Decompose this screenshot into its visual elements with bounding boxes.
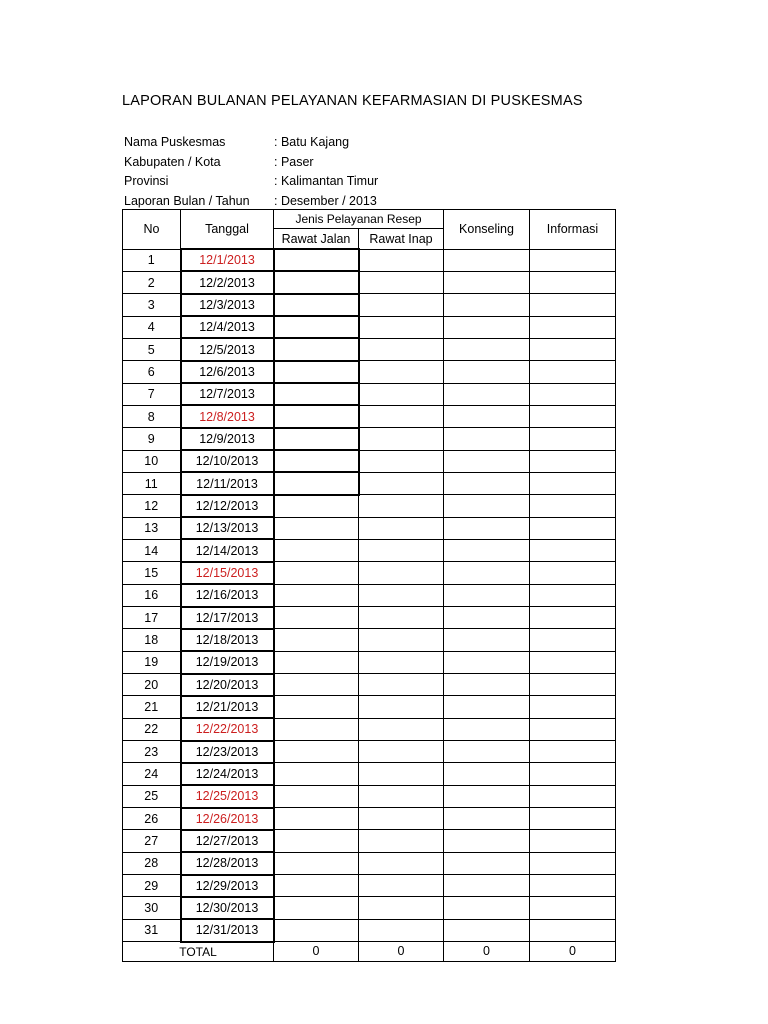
row-rawat-jalan[interactable] (274, 607, 359, 629)
row-date: 12/2/2013 (181, 271, 274, 293)
row-informasi[interactable] (530, 361, 616, 383)
row-no: 20 (123, 674, 181, 696)
row-date: 12/8/2013 (181, 405, 274, 427)
table-row (123, 718, 616, 740)
row-rawat-inap[interactable] (359, 741, 444, 763)
row-no: 5 (123, 338, 181, 360)
row-rawat-jalan[interactable] (274, 294, 359, 316)
total-rawat-inap: 0 (359, 942, 444, 962)
row-konseling[interactable] (444, 517, 530, 539)
row-rawat-jalan[interactable] (274, 316, 359, 338)
row-date: 12/29/2013 (181, 875, 274, 897)
row-date: 12/17/2013 (181, 607, 274, 629)
table-row (123, 450, 616, 472)
row-rawat-inap[interactable] (359, 361, 444, 383)
row-no: 7 (123, 383, 181, 405)
table-row (123, 629, 616, 651)
table-row (123, 674, 616, 696)
row-no: 19 (123, 651, 181, 673)
row-informasi[interactable] (530, 696, 616, 718)
table-row (123, 517, 616, 539)
info-label: Nama Puskesmas (124, 135, 226, 149)
row-rawat-jalan[interactable] (274, 450, 359, 472)
row-rawat-jalan[interactable] (274, 741, 359, 763)
header-informasi: Informasi (530, 210, 616, 250)
row-rawat-jalan[interactable] (274, 495, 359, 517)
row-konseling[interactable] (444, 718, 530, 740)
row-no: 23 (123, 741, 181, 763)
row-rawat-jalan[interactable] (274, 517, 359, 539)
row-no: 13 (123, 517, 181, 539)
row-konseling[interactable] (444, 607, 530, 629)
row-rawat-inap[interactable] (359, 785, 444, 807)
row-rawat-jalan[interactable] (274, 696, 359, 718)
row-informasi[interactable] (530, 741, 616, 763)
row-date: 12/18/2013 (181, 629, 274, 651)
table-row (123, 338, 616, 360)
total-row (123, 942, 616, 962)
row-date: 12/15/2013 (181, 562, 274, 584)
row-informasi[interactable] (530, 763, 616, 785)
row-informasi[interactable] (530, 584, 616, 606)
row-rawat-jalan[interactable] (274, 472, 359, 494)
row-no: 4 (123, 316, 181, 338)
row-konseling[interactable] (444, 741, 530, 763)
row-no: 10 (123, 450, 181, 472)
row-konseling[interactable] (444, 249, 530, 271)
row-konseling[interactable] (444, 450, 530, 472)
table-row (123, 405, 616, 427)
row-informasi[interactable] (530, 495, 616, 517)
row-informasi[interactable] (530, 539, 616, 561)
row-rawat-jalan[interactable] (274, 383, 359, 405)
row-rawat-inap[interactable] (359, 696, 444, 718)
table-row (123, 271, 616, 293)
row-date: 12/26/2013 (181, 808, 274, 830)
row-rawat-inap[interactable] (359, 383, 444, 405)
row-rawat-inap[interactable] (359, 875, 444, 897)
table-row (123, 361, 616, 383)
total-label: TOTAL (123, 942, 274, 962)
total-konseling: 0 (444, 942, 530, 962)
row-no: 29 (123, 875, 181, 897)
row-konseling[interactable] (444, 897, 530, 919)
row-informasi[interactable] (530, 674, 616, 696)
row-rawat-inap[interactable] (359, 294, 444, 316)
row-konseling[interactable] (444, 830, 530, 852)
row-informasi[interactable] (530, 830, 616, 852)
row-no: 27 (123, 830, 181, 852)
header-konseling: Konseling (444, 210, 530, 250)
row-rawat-inap[interactable] (359, 472, 444, 494)
row-informasi[interactable] (530, 316, 616, 338)
header-rawat-inap: Rawat Inap (359, 229, 444, 250)
row-rawat-inap[interactable] (359, 450, 444, 472)
row-konseling[interactable] (444, 696, 530, 718)
row-rawat-jalan[interactable] (274, 897, 359, 919)
row-informasi[interactable] (530, 875, 616, 897)
row-konseling[interactable] (444, 763, 530, 785)
row-date: 12/30/2013 (181, 897, 274, 919)
row-rawat-jalan[interactable] (274, 539, 359, 561)
row-no: 22 (123, 718, 181, 740)
row-konseling[interactable] (444, 271, 530, 293)
report-table (122, 209, 616, 962)
row-rawat-inap[interactable] (359, 338, 444, 360)
row-rawat-jalan[interactable] (274, 338, 359, 360)
header-no: No (123, 210, 181, 250)
row-konseling[interactable] (444, 383, 530, 405)
table-row (123, 495, 616, 517)
row-rawat-inap[interactable] (359, 271, 444, 293)
row-no: 6 (123, 361, 181, 383)
info-value: : Batu Kajang (274, 135, 350, 149)
row-konseling[interactable] (444, 919, 530, 941)
row-rawat-inap[interactable] (359, 852, 444, 874)
row-konseling[interactable] (444, 539, 530, 561)
row-rawat-jalan[interactable] (274, 651, 359, 673)
row-date: 12/11/2013 (181, 472, 274, 494)
row-rawat-inap[interactable] (359, 517, 444, 539)
row-konseling[interactable] (444, 428, 530, 450)
row-rawat-jalan[interactable] (274, 875, 359, 897)
row-rawat-inap[interactable] (359, 584, 444, 606)
row-rawat-inap[interactable] (359, 405, 444, 427)
row-rawat-inap[interactable] (359, 562, 444, 584)
row-informasi[interactable] (530, 718, 616, 740)
row-rawat-jalan[interactable] (274, 405, 359, 427)
row-date: 12/28/2013 (181, 852, 274, 874)
row-konseling[interactable] (444, 316, 530, 338)
table-row (123, 539, 616, 561)
row-rawat-jalan[interactable] (274, 785, 359, 807)
row-no: 18 (123, 629, 181, 651)
row-informasi[interactable] (530, 607, 616, 629)
row-no: 26 (123, 808, 181, 830)
row-informasi[interactable] (530, 629, 616, 651)
table-row (123, 897, 616, 919)
row-date: 12/31/2013 (181, 919, 274, 941)
row-no: 3 (123, 294, 181, 316)
row-date: 12/23/2013 (181, 741, 274, 763)
row-date: 12/14/2013 (181, 539, 274, 561)
row-rawat-jalan[interactable] (274, 584, 359, 606)
row-rawat-inap[interactable] (359, 897, 444, 919)
row-date: 12/20/2013 (181, 674, 274, 696)
table-row (123, 584, 616, 606)
row-konseling[interactable] (444, 674, 530, 696)
row-informasi[interactable] (530, 405, 616, 427)
row-rawat-inap[interactable] (359, 249, 444, 271)
row-rawat-inap[interactable] (359, 607, 444, 629)
row-rawat-jalan[interactable] (274, 674, 359, 696)
row-informasi[interactable] (530, 852, 616, 874)
row-rawat-inap[interactable] (359, 830, 444, 852)
row-informasi[interactable] (530, 808, 616, 830)
table-row (123, 919, 616, 941)
table-row (123, 249, 616, 271)
row-informasi[interactable] (530, 785, 616, 807)
table-row (123, 696, 616, 718)
table-row (123, 562, 616, 584)
row-rawat-jalan[interactable] (274, 361, 359, 383)
row-konseling[interactable] (444, 472, 530, 494)
row-informasi[interactable] (530, 271, 616, 293)
row-konseling[interactable] (444, 629, 530, 651)
row-rawat-inap[interactable] (359, 629, 444, 651)
row-rawat-jalan[interactable] (274, 830, 359, 852)
table-row (123, 763, 616, 785)
header-row (123, 210, 616, 229)
row-informasi[interactable] (530, 472, 616, 494)
row-date: 12/7/2013 (181, 383, 274, 405)
total-informasi: 0 (530, 942, 616, 962)
row-rawat-jalan[interactable] (274, 562, 359, 584)
row-no: 2 (123, 271, 181, 293)
info-label: Provinsi (124, 174, 169, 188)
row-rawat-inap[interactable] (359, 428, 444, 450)
row-date: 12/24/2013 (181, 763, 274, 785)
row-no: 9 (123, 428, 181, 450)
row-date: 12/27/2013 (181, 830, 274, 852)
row-konseling[interactable] (444, 852, 530, 874)
row-no: 8 (123, 405, 181, 427)
row-no: 1 (123, 249, 181, 271)
row-date: 12/16/2013 (181, 584, 274, 606)
row-date: 12/5/2013 (181, 338, 274, 360)
row-rawat-inap[interactable] (359, 674, 444, 696)
row-konseling[interactable] (444, 562, 530, 584)
row-informasi[interactable] (530, 919, 616, 941)
row-konseling[interactable] (444, 584, 530, 606)
row-rawat-jalan[interactable] (274, 808, 359, 830)
row-date: 12/22/2013 (181, 718, 274, 740)
info-value: : Paser (274, 154, 314, 169)
table-row (123, 875, 616, 897)
row-rawat-jalan[interactable] (274, 249, 359, 271)
row-konseling[interactable] (444, 338, 530, 360)
header-rawat-jalan: Rawat Jalan (274, 229, 359, 250)
table-row (123, 294, 616, 316)
row-rawat-jalan[interactable] (274, 271, 359, 293)
row-rawat-jalan[interactable] (274, 852, 359, 874)
row-konseling[interactable] (444, 651, 530, 673)
row-informasi[interactable] (530, 383, 616, 405)
row-date: 12/3/2013 (181, 294, 274, 316)
row-no: 11 (123, 472, 181, 494)
row-informasi[interactable] (530, 517, 616, 539)
header-tanggal: Tanggal (181, 210, 274, 250)
row-konseling[interactable] (444, 495, 530, 517)
row-rawat-inap[interactable] (359, 718, 444, 740)
info-value: : Desember / 2013 (274, 193, 377, 208)
header-jenis-pelayanan: Jenis Pelayanan Resep (274, 210, 444, 229)
row-date: 12/21/2013 (181, 696, 274, 718)
row-rawat-inap[interactable] (359, 763, 444, 785)
table-row (123, 472, 616, 494)
table-row (123, 741, 616, 763)
row-date: 12/9/2013 (181, 428, 274, 450)
row-konseling[interactable] (444, 294, 530, 316)
row-no: 12 (123, 495, 181, 517)
row-no: 17 (123, 607, 181, 629)
row-date: 12/13/2013 (181, 517, 274, 539)
row-date: 12/4/2013 (181, 316, 274, 338)
row-rawat-inap[interactable] (359, 651, 444, 673)
row-rawat-jalan[interactable] (274, 629, 359, 651)
row-konseling[interactable] (444, 875, 530, 897)
row-rawat-jalan[interactable] (274, 763, 359, 785)
row-no: 24 (123, 763, 181, 785)
row-konseling[interactable] (444, 808, 530, 830)
row-informasi[interactable] (530, 428, 616, 450)
report-title: LAPORAN BULANAN PELAYANAN KEFARMASIAN DI PUSKESMAS (122, 93, 583, 109)
table-row (123, 785, 616, 807)
row-date: 12/6/2013 (181, 361, 274, 383)
row-informasi[interactable] (530, 562, 616, 584)
row-rawat-inap[interactable] (359, 316, 444, 338)
row-rawat-inap[interactable] (359, 808, 444, 830)
row-informasi[interactable] (530, 450, 616, 472)
table-row (123, 830, 616, 852)
row-rawat-inap[interactable] (359, 539, 444, 561)
row-informasi[interactable] (530, 897, 616, 919)
table-row (123, 316, 616, 338)
row-no: 14 (123, 539, 181, 561)
row-no: 25 (123, 785, 181, 807)
row-date: 12/1/2013 (181, 249, 274, 271)
info-label: Laporan Bulan / Tahun (124, 193, 250, 208)
row-informasi[interactable] (530, 338, 616, 360)
row-rawat-jalan[interactable] (274, 919, 359, 941)
row-konseling[interactable] (444, 785, 530, 807)
row-rawat-inap[interactable] (359, 919, 444, 941)
table-row (123, 651, 616, 673)
table-row (123, 383, 616, 405)
table-row (123, 428, 616, 450)
row-no: 16 (123, 584, 181, 606)
row-date: 12/10/2013 (181, 450, 274, 472)
row-rawat-jalan[interactable] (274, 718, 359, 740)
row-date: 12/25/2013 (181, 785, 274, 807)
row-informasi[interactable] (530, 651, 616, 673)
table-row (123, 852, 616, 874)
row-rawat-jalan[interactable] (274, 428, 359, 450)
row-no: 21 (123, 696, 181, 718)
row-date: 12/19/2013 (181, 651, 274, 673)
table-row (123, 808, 616, 830)
row-konseling[interactable] (444, 361, 530, 383)
row-informasi[interactable] (530, 249, 616, 271)
row-no: 28 (123, 852, 181, 874)
row-no: 30 (123, 897, 181, 919)
row-date: 12/12/2013 (181, 495, 274, 517)
total-rawat-jalan: 0 (274, 942, 359, 962)
row-konseling[interactable] (444, 405, 530, 427)
info-label: Kabupaten / Kota (124, 154, 221, 169)
info-value: : Kalimantan Timur (274, 174, 379, 188)
table-row (123, 607, 616, 629)
row-no: 15 (123, 562, 181, 584)
row-rawat-inap[interactable] (359, 495, 444, 517)
row-no: 31 (123, 919, 181, 941)
row-informasi[interactable] (530, 294, 616, 316)
